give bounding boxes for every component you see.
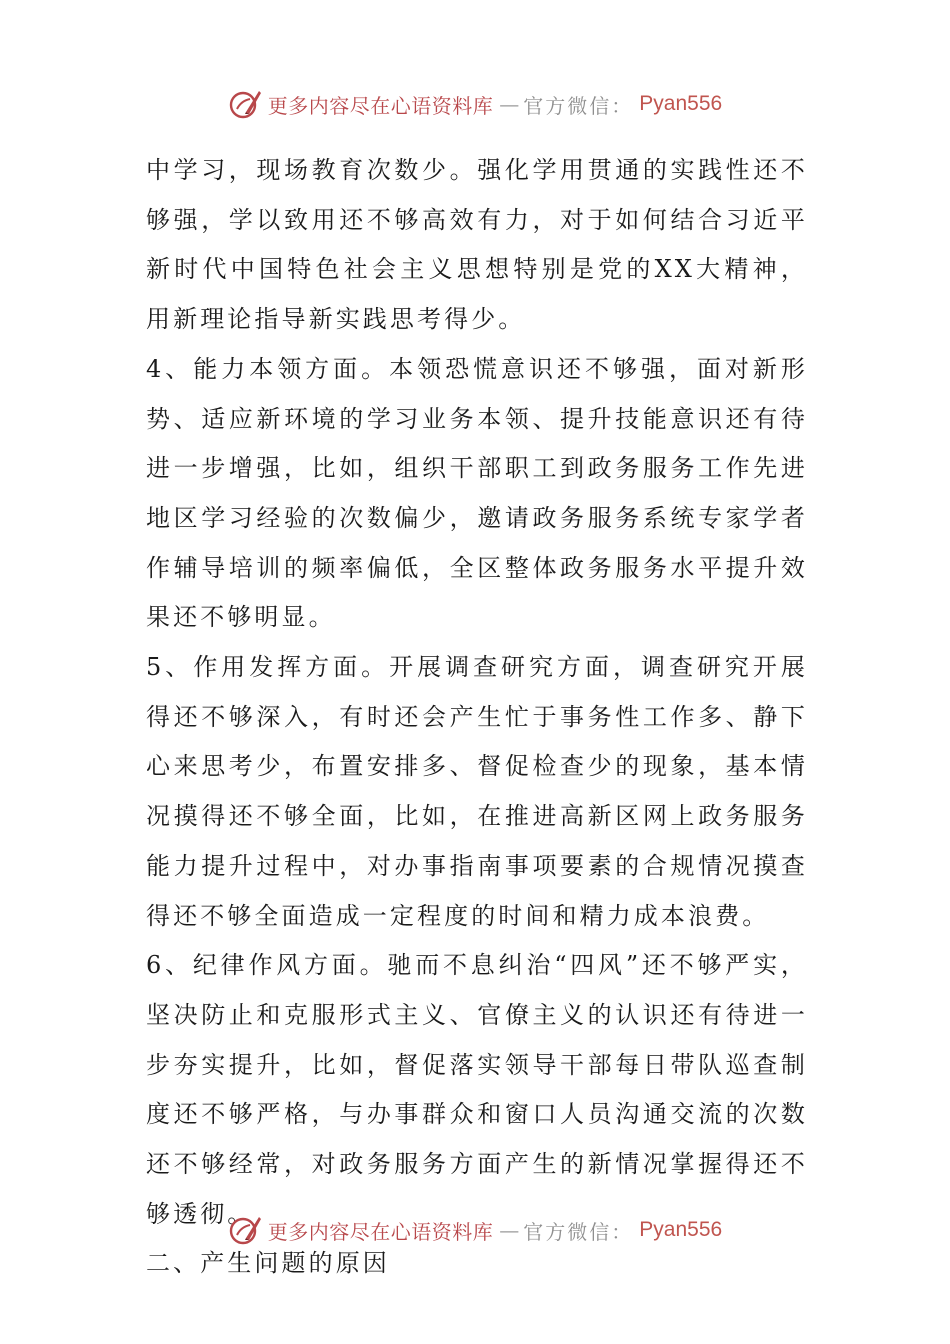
watermark-account-id: Pyan556 [639, 1218, 723, 1241]
section-heading-causes: 二、产生问题的原因 [146, 1249, 390, 1278]
pen-logo-icon [228, 87, 262, 121]
watermark-account-label: 官方微信： [523, 1219, 634, 1244]
watermark-brand-text: 更多内容尽在心语资料库 [267, 1219, 494, 1244]
paragraph-discipline: 6、纪律作风方面。驰而不息纠治“四风”还不够严实，坚决防止和克服形式主义、官僚主义的认识还有待进一步夯实提升，比如，督促落实领导干部每日带队巡查制度还不够严格，与办事群众和窗口人员沟通交流的次数还不够经常，对政务服务方面产生的新情况掌握得还不够透彻。 [146, 951, 808, 1228]
watermark-header [0, 84, 950, 124]
paragraph-study-continuation: 中学习，现场教育次数少。强化学用贯通的实践性还不够强，学以致用还不够高效有力，对于如何结合习近平新时代中国特色社会主义思想特别是党的XX大精神，用新理论指导新实践思考得少。 [146, 156, 808, 334]
watermark-account-label: 官方微信： [523, 93, 634, 118]
paragraph-ability: 4、能力本领方面。本领恐慌意识还不够强，面对新形势、适应新环境的学习业务本领、提升技能意识还有待进一步增强，比如，组织干部职工到政务服务工作先进地区学习经验的次数偏少，邀请政务服务系统专家学者作辅导培训的频率偏低，全区整体政务服务水平提升效果还不够明显。 [146, 354, 808, 632]
watermark-separator: — [499, 92, 518, 116]
watermark-account-id: Pyan556 [639, 92, 723, 115]
document-body [146, 146, 808, 1289]
watermark-separator: — [499, 1218, 518, 1242]
watermark-brand-text: 更多内容尽在心语资料库 [267, 93, 494, 118]
pen-logo-icon [228, 1213, 262, 1247]
paragraph-role: 5、作用发挥方面。开展调查研究方面，调查研究开展得还不够深入，有时还会产生忙于事务性工作多、静下心来思考少，布置安排多、督促检查少的现象，基本情况摸得还不够全面，比如，在推进高新区网上政务服务能力提升过程中，对办事指南事项要素的合规情况摸查得还不够全面造成一定程度的时间和精力成本浪费。 [146, 653, 808, 930]
watermark-footer [0, 1210, 950, 1250]
